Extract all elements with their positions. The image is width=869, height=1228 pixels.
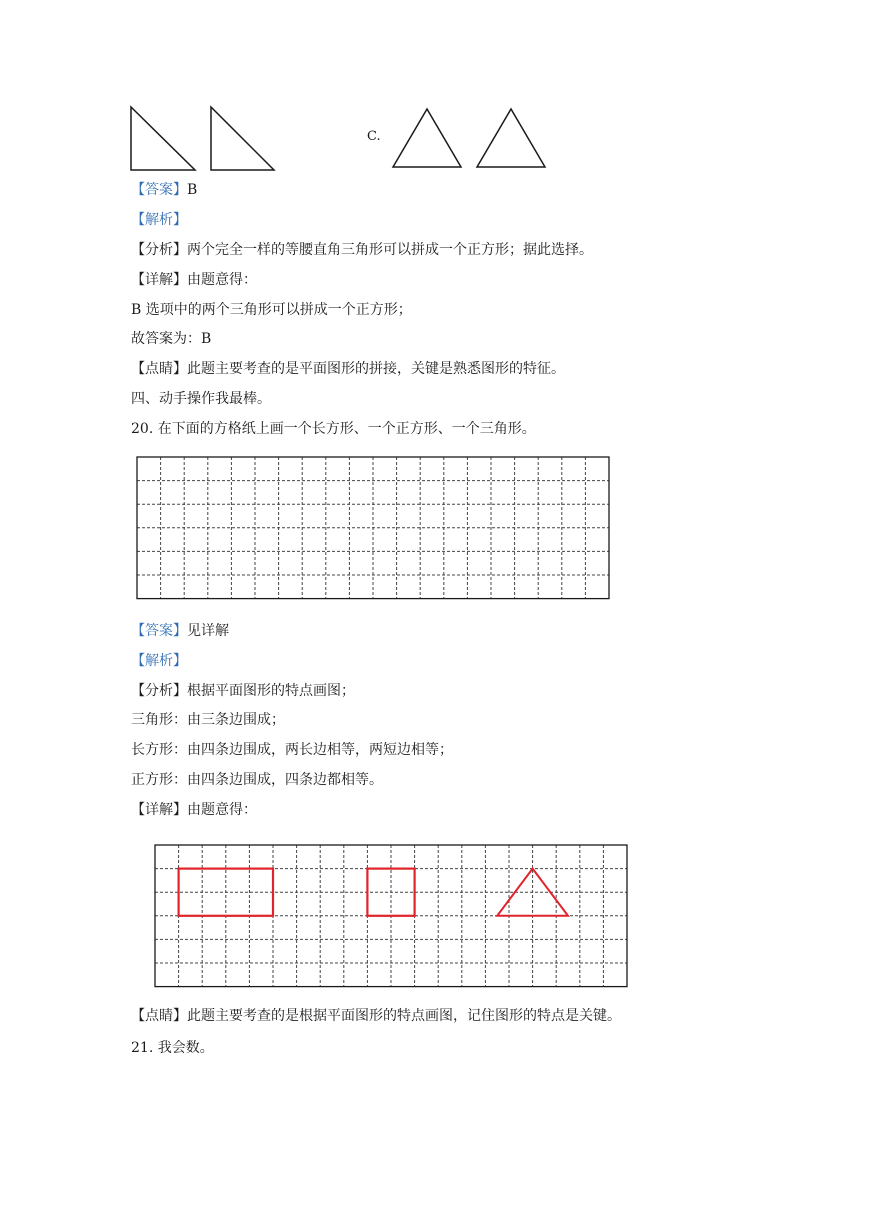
xiangjie-tag: 【详解】 bbox=[131, 272, 187, 288]
q20-dianjing-tag: 【点睛】 bbox=[131, 1008, 187, 1024]
rectangle-definition: 长方形：由四条边围成，两长边相等，两短边相等； bbox=[131, 742, 453, 758]
answer-tag: 【答案】 bbox=[131, 182, 187, 198]
q20-jiexi-tag: 【解析】 bbox=[131, 653, 187, 669]
question-20: 20. 在下面的方格纸上画一个长方形、一个正方形、一个三角形。 bbox=[131, 421, 536, 437]
xiangjie-text: 由题意得： bbox=[187, 272, 257, 288]
q20-fenxi-tag: 【分析】 bbox=[131, 683, 187, 699]
conclusion-line: 故答案为：B bbox=[131, 331, 212, 347]
detail-line: B 选项中的两个三角形可以拼成一个正方形； bbox=[131, 302, 412, 318]
q20-answer-value: 见详解 bbox=[187, 623, 229, 639]
dianjing-tag: 【点睛】 bbox=[131, 361, 187, 377]
option-c-label: C. bbox=[367, 129, 381, 144]
question-21: 21. 我会数。 bbox=[131, 1040, 214, 1056]
q20-dianjing-line bbox=[131, 1006, 621, 1026]
answer-value: B bbox=[187, 182, 198, 198]
square-definition: 正方形：由四条边围成，四条边都相等。 bbox=[131, 772, 383, 788]
section-heading: 四、动手操作我最棒。 bbox=[131, 391, 271, 407]
fenxi-text: 两个完全一样的等腰直角三角形可以拼成一个正方形；据此选择。 bbox=[187, 242, 593, 258]
triangle-definition: 三角形：由三条边围成； bbox=[131, 712, 285, 728]
fenxi-tag: 【分析】 bbox=[131, 242, 187, 258]
q20-xiangjie-tag: 【详解】 bbox=[131, 802, 187, 818]
q20-dianjing-text: 此题主要考查的是根据平面图形的特点画图，记住图形的特点是关键。 bbox=[187, 1008, 621, 1024]
q20-answer-tag: 【答案】 bbox=[131, 623, 187, 639]
q20-fenxi-text: 根据平面图形的特点画图； bbox=[187, 683, 355, 699]
jiexi-tag: 【解析】 bbox=[131, 212, 187, 228]
q20-xiangjie-text: 由题意得： bbox=[187, 802, 257, 818]
dianjing-text: 此题主要考查的是平面图形的拼接，关键是熟悉图形的特征。 bbox=[187, 361, 565, 377]
